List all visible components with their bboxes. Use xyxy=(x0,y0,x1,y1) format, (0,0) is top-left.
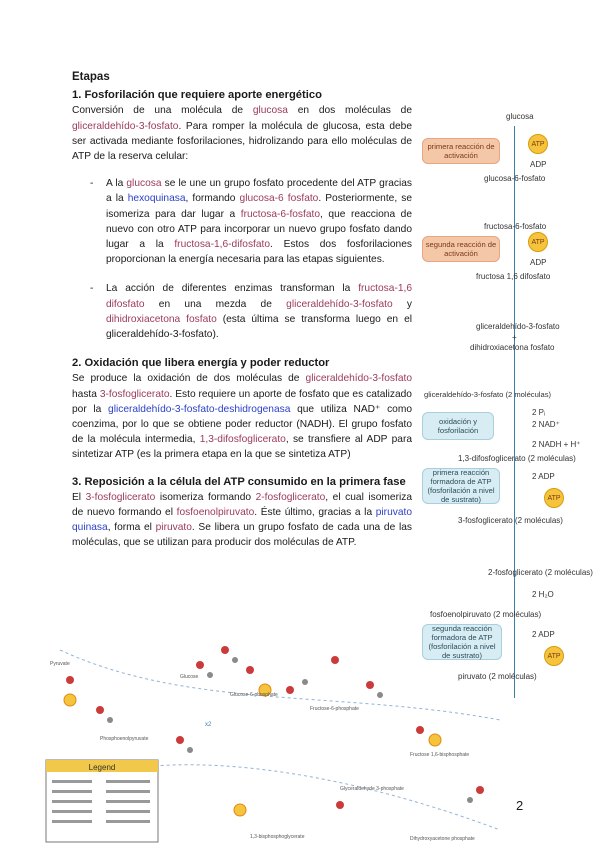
section1-title: 1. Fosforilación que requiere aporte energético xyxy=(72,89,322,102)
page-heading: Etapas xyxy=(72,71,110,83)
diagram-label: 1,3-difosfoglicerato (2 moléculas) xyxy=(458,454,576,463)
molecule-label: Fructose-6-phosphate xyxy=(310,706,359,712)
glycolysis-molecules-figure xyxy=(40,630,510,845)
diagram-label: glucosa xyxy=(506,112,534,121)
diagram-label: fosfoenolpiruvato (2 moléculas) xyxy=(430,610,542,619)
atp-icon: ATP xyxy=(544,646,564,666)
molecule-label: Glucose xyxy=(180,674,199,680)
diagram-label: piruvato (2 moléculas) xyxy=(458,672,537,681)
diagram-label: ADP xyxy=(530,160,547,169)
diagram-label: fructosa-6-fosfato xyxy=(484,222,547,231)
molecule-label: Fructose 1,6-bisphosphate xyxy=(410,752,470,758)
section2-body: Se produce la oxidación de dos moléculas de gliceraldehído-3-fosfato hasta 3-fosfoglicerato. Esto requiere un aporte de fosfato que es catalizado por la gliceraldehído-3-fosfato-deshidrogenasa que utiliza NAD⁺ como coenzima, por lo que se obtiene poder reductor (NADH). El grupo fosfato de la molécula intermedia, 1,3-difosfoglicerato, se transfiere al ADP para sintetizar ATP (es la primera etapa en la que se sintetiza ATP) xyxy=(72,373,413,461)
diagram-label: glucosa-6-fosfato xyxy=(484,174,546,183)
diagram-label: 3-fosfoglicerato (2 moléculas) xyxy=(458,516,563,525)
diagram-label: 2 Pᵢ xyxy=(532,408,546,417)
molecule-label: Phosphoenolpyruvate xyxy=(100,736,149,742)
section1-list xyxy=(72,176,412,342)
molecule-label: Glucose-6-phosphate xyxy=(230,692,278,698)
phase-box-oxidation: oxidación y fosforilación xyxy=(422,412,494,440)
section1-intro: Conversión de una molécula de glucosa en dos moléculas de gliceraldehído-3-fosfato. Para romper la molécula de glucosa, esta debe ser activada mediante fosforilaciones, hidrolizando para ello moléculas de ATP de la reserva celular: xyxy=(72,105,412,163)
atp-icon: ATP xyxy=(528,134,548,154)
diagram-label: fructosa 1,6 difosfato xyxy=(476,272,551,281)
molecule-label: 1,3-bisphosphoglycerate xyxy=(250,834,305,840)
activation-box-1: primera reacción de activación xyxy=(422,138,500,164)
legend-title: Legend xyxy=(88,763,116,772)
diagram-label: 2 H₂O xyxy=(532,590,554,599)
phase-box-atp2: segunda reacción formadora de ATP (fosforilación a nivel de sustrato) xyxy=(422,624,502,660)
diagram-label: gliceraldehído-3-fosfato xyxy=(476,322,560,331)
page-number: 2 xyxy=(516,798,524,813)
section3-title: 3. Reposición a la célula del ATP consumido en la primera fase xyxy=(72,475,406,488)
diagram-label: + xyxy=(512,333,517,342)
multiplier-label: x2 xyxy=(205,722,212,728)
glycolysis-pathway-diagram xyxy=(418,112,598,712)
atp-icon: ATP xyxy=(528,232,548,252)
molecule-label: Pyruvate xyxy=(50,661,70,667)
list-item: - La acción de diferentes enzimas transforman la fructosa-1,6 difosfato en una mezda de gliceraldehído-3-fosfato y dihidroxiacetona fosfato (esta última se transforma luego en el gliceraldehído-3-fosfato). xyxy=(90,281,412,342)
section3-body: El 3-fosfoglicerato isomeriza formando 2-fosfoglicerato, el cual isomeriza de nuevo formando el fosfoenolpiruvato. Éste último, gracias a la piruvato quinasa, forma el piruvato. Se libera un grupo fosfato de cada una de las moléculas, que se utilizan para producir dos moléculas de ATP. xyxy=(72,491,412,549)
diagram-label: 2 ADP xyxy=(532,472,555,481)
molecule-label: Dihydroxyacetone phosphate xyxy=(410,836,475,842)
diagram-label: ADP xyxy=(530,258,547,267)
diagram-label: 2 ADP xyxy=(532,630,555,639)
section2-title: 2. Oxidación que libera energía y poder reductor xyxy=(72,357,330,370)
phase-box-atp1: primera reacción formadora de ATP (fosforilación a nivel de sustrato) xyxy=(422,468,500,504)
activation-box-2: segunda reacción de activación xyxy=(422,236,500,262)
diagram-label: 2 NAD⁺ xyxy=(532,420,560,429)
diagram-label: dihidroxiacetona fosfato xyxy=(470,343,555,352)
text-column xyxy=(72,70,412,551)
list-item: - A la glucosa se le une un grupo fosfato procedente del ATP gracias a la hexoquinasa, formando glucosa-6 fosfato. Posteriormente, se isomeriza para dar lugar a fructosa-6-fosfato, que reacciona de nuevo con otro ATP para incorporar un nuevo grupo fosfato dando lugar a la fructosa-1,6-difosfato. Estos dos fosforilaciones proporcionan la energía necesaria para las etapas siguientes. xyxy=(90,176,412,267)
molecule-label: Glyceraldehyde 3-phosphate xyxy=(340,786,404,792)
diagram-label: 2 NADH + H⁺ xyxy=(532,440,581,449)
diagram-label: gliceraldehído-3-fosfato (2 moléculas) xyxy=(424,390,552,399)
diagram-label: 2-fosfoglicerato (2 moléculas) xyxy=(488,568,593,577)
atp-icon: ATP xyxy=(544,488,564,508)
